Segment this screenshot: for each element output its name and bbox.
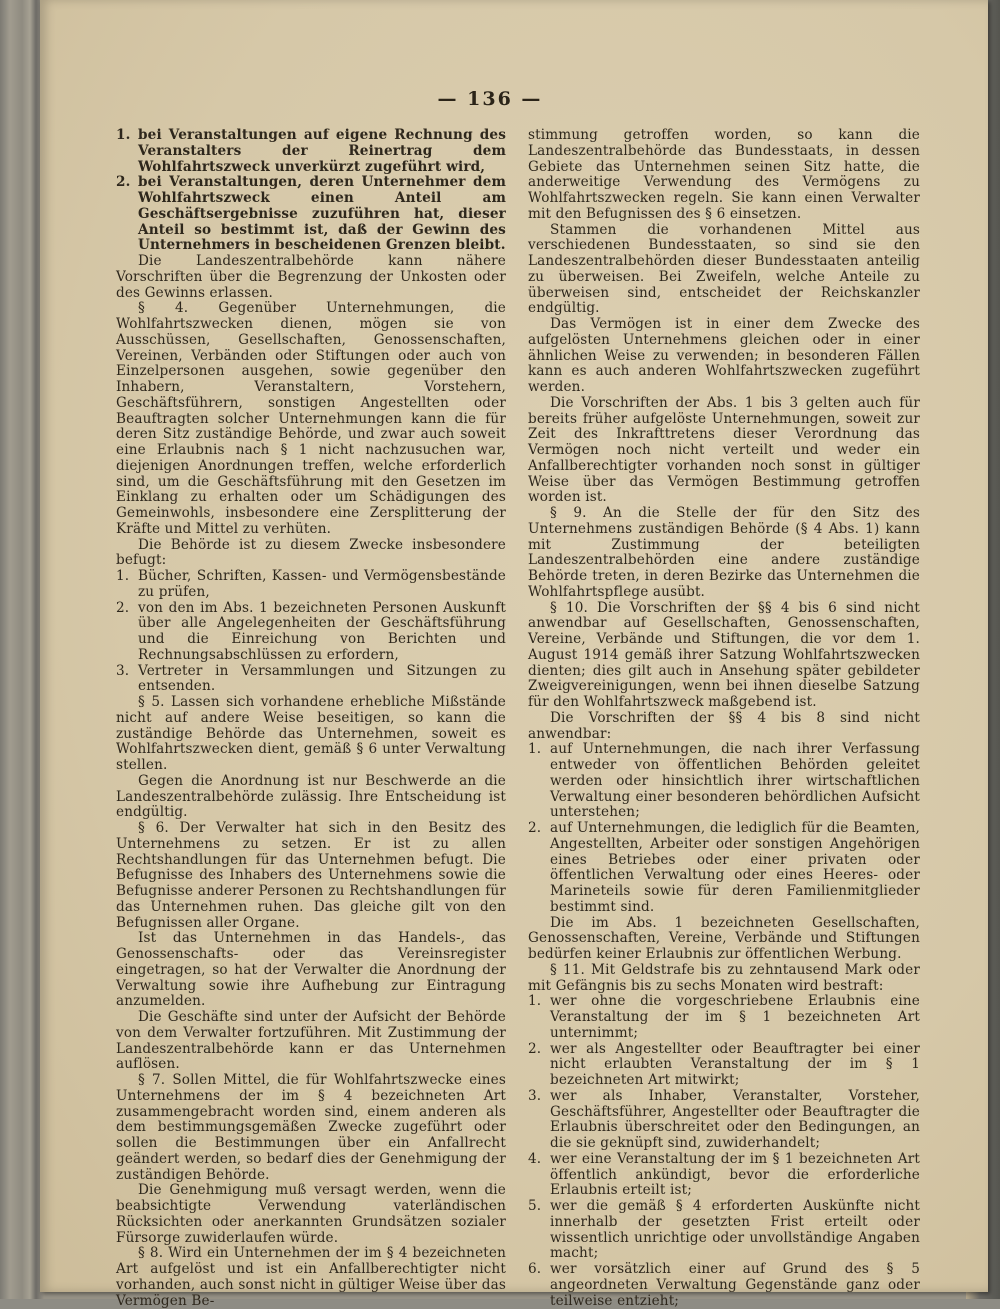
page-number: — 136 — [437, 88, 543, 110]
paragraph: Das Vermögen ist in einer dem Zwecke des aufgelösten Unternehmens gleichen oder in einer ähnlichen Weise zu verwenden; in besonderen Fällen kann es auch anderen Wohlfahrtszwecken zugeführt werden. [528, 316, 920, 395]
list-item-text: Vertreter in Versammlungen und Sitzungen zu entsenden. [138, 662, 506, 695]
list-item-number: 1. [528, 993, 542, 1010]
paragraph: Die im Abs. 1 bezeichneten Gesellschaften, Genossenschaften, Vereine, Verbände und Stiftungen bedürfen keiner Erlaubnis zur öffentlichen Werbung. [528, 914, 920, 962]
paragraph: Gegen die Anordnung ist nur Beschwerde an die Landeszentralbehörde zulässig. Ihre Entscheidung ist endgültig. [116, 772, 506, 821]
left-column [116, 128, 506, 1309]
list-item-number: 5. [528, 1198, 542, 1214]
list-item-number: 1. [116, 568, 130, 584]
list-item [116, 664, 506, 696]
list-item-text: wer eine Veranstaltung der im § 1 bezeichneten Art öffentlich ankündigt, bevor die erforderliche Erlaubnis erteilt ist; [550, 1150, 920, 1199]
list-item-number: 1. [116, 127, 131, 143]
list-item-text: auf Unternehmungen, die lediglich für die Beamten, Angestellten, Arbeiter oder sonstigen Angehörigen eines Betriebes oder einer privaten oder öffentlichen Verwaltung oder eines Heeres- oder Marineteils sowie für deren Familienmitglieder bestimmt sind. [550, 820, 920, 915]
list-item-number: 1. [528, 741, 542, 758]
list-item-text: wer vorsätzlich einer auf Grund des § 5 angeordneten Verwaltung Gegenstände ganz oder teilweise entzieht; [550, 1261, 920, 1309]
paragraph-section-11: § 11. Mit Geldstrafe bis zu zehntausend Mark oder mit Gefängnis bis zu sechs Monaten wird bestraft: [528, 961, 920, 994]
list-item-number: 2. [116, 174, 131, 191]
paragraph: Ist das Unternehmen in das Handels-, das Genossenschafts- oder das Vereinsregister eingetragen, so hat der Verwalter die Anordnung der Verwaltung sowie ihre Aufhebung zur Eintragung anzumelden. [116, 930, 506, 1010]
paragraph: Die Landeszentralbehörde kann nähere Vorschriften über die Begrenzung der Unkosten oder des Gewinns erlassen. [116, 253, 506, 301]
paragraph-section-5: § 5. Lassen sich vorhandene erhebliche Mißstände nicht auf andere Weise beseitigen, so kann die zuständige Behörde das Unternehmen, soweit es Wohlfahrtszwecken dient, gemäß § 6 unter Verwaltung stellen. [116, 694, 506, 773]
list-item [116, 601, 506, 664]
list-item [528, 1089, 920, 1152]
paragraph-section-6: § 6. Der Verwalter hat sich in den Besitz des Unternehmens zu setzen. Er ist zu allen Rechtshandlungen für das Unternehmen befugt. Die Befugnisse des Inhabers des Unternehmens sowie die Befugnisse anderer Personen zu Rechtshandlungen für das Unternehmen ruhen. Das gleiche gilt von den Befugnissen aller Organe. [116, 820, 506, 931]
list-item [528, 821, 920, 916]
list-item-text: wer die gemäß § 4 erforderten Auskünfte nicht innerhalb der gesetzten Frist erteilt oder wissentlich unrichtige oder unvollständige Angaben macht; [550, 1198, 920, 1262]
list-item-number: 3. [116, 662, 130, 679]
list-item [528, 1262, 920, 1309]
list-item-text: wer als Angestellter oder Beauftragter bei einer nicht erlaubten Veranstaltung der im § 1 bezeichneten Art mitwirkt; [550, 1040, 920, 1088]
list-item [528, 1042, 920, 1089]
paragraph-section-10: § 10. Die Vorschriften der §§ 4 bis 6 sind nicht anwendbar auf Gesellschaften, Genossenschaften, Vereine, Verbände und Stiftungen, die vor dem 1. August 1914 gemäß ihrer Satzung Wohlfahrtszwecken dienten; dies gilt auch in Ansehung später gebildeter Zweigvereinigungen, wenn bei ihnen dieselbe Satzung für den Wohlfahrtszweck maßgebend ist. [528, 599, 920, 710]
list-item [528, 1152, 920, 1199]
list-item-number: 3. [528, 1087, 542, 1104]
paragraph: Die Behörde ist zu diesem Zwecke insbesondere befugt: [116, 536, 506, 569]
paragraph-section-7: § 7. Sollen Mittel, die für Wohlfahrtszwecke eines Unternehmens der im § 4 bezeichneten Art zusammengebracht worden sind, einem anderen als dem bestimmungsgemäßen Zwecke zugeführt oder sollen die Bestimmungen über ein Anfallrecht geändert werden, so bedarf dies der Genehmigung der zuständigen Behörde. [116, 1072, 506, 1183]
list-item [116, 569, 506, 601]
list-item-number: 2. [528, 820, 542, 836]
list-item-number: 2. [528, 1040, 542, 1057]
paragraph: Die Geschäfte sind unter der Aufsicht der Behörde von dem Verwalter fortzuführen. Mit Zustimmung der Landeszentralbehörde kann er das Unternehmen auflösen. [116, 1009, 506, 1073]
list-item [528, 994, 920, 1041]
paragraph-section-8: § 8. Wird ein Unternehmen der im § 4 bezeichneten Art aufgelöst und ist ein Anfallberechtigter nicht vorhanden, auch sonst nicht in gültiger Weise über das Vermögen Be- [116, 1245, 506, 1309]
list-item [116, 128, 506, 175]
paragraph: Die Vorschriften der §§ 4 bis 8 sind nicht anwendbar: [528, 709, 920, 742]
paragraph: Stammen die vorhandenen Mittel aus verschiedenen Bundesstaaten, so sind sie den Landeszentralbehörden dieser Bundesstaaten anteilig zu überweisen. Bei Zweifeln, welche Anteile zu überweisen sind, entscheidet der Reichskanzler endgültig. [528, 221, 920, 317]
right-column [528, 128, 920, 1309]
paragraph: Die Genehmigung muß versagt werden, wenn die beabsichtigte Verwendung vaterländischen Rücksichten oder anerkannten Grundsätzen sozialer Fürsorge zuwiderlaufen würde. [116, 1182, 506, 1246]
list-item-text: bei Veranstaltungen auf eigene Rechnung des Veranstalters der Reinertrag dem Wohlfahrtszweck unverkürzt zugeführt wird, [138, 127, 506, 175]
list-item-number: 4. [528, 1150, 542, 1167]
list-item-text: wer ohne die vorgeschriebene Erlaubnis eine Veranstaltung der im § 1 bezeichneten Art unternimmt; [550, 993, 920, 1041]
list-item-number: 6. [528, 1261, 542, 1277]
list-item-text: von den im Abs. 1 bezeichneten Personen Auskunft über alle Angelegenheiten der Geschäftsführung und die Einreichung von Berichten und Rechnungsabschlüssen zu erfordern, [138, 599, 506, 663]
list-item [528, 1199, 920, 1262]
paragraph-section-9: § 9. An die Stelle der für den Sitz des Unternehmens zuständigen Behörde (§ 4 Abs. 1) kann mit Zustimmung der beteiligten Landeszentralbehörden eine andere zuständige Behörde treten, in deren Bezirke das Unternehmen die Wohlfahrtspflege ausübt. [528, 505, 920, 600]
list-item-text: bei Veranstaltungen, deren Unternehmer dem Wohlfahrtszweck einen Anteil am Geschäftsergebnisse zuzuführen hat, dieser Anteil so bestimmt ist, daß der Gewinn des Unternehmers in bescheidenen Grenzen bleibt. [138, 174, 506, 254]
list-item-text: auf Unternehmungen, die nach ihrer Verfassung entweder von öffentlichen Behörden geleitet werden oder hinsichtlich ihrer wirtschaftlichen Verwaltung einer besonderen behördlichen Aufsicht unterstehen; [550, 741, 920, 821]
paragraph-continuation: stimmung getroffen worden, so kann die Landeszentralbehörde das Bundesstaats, in dessen Gebiete das Unternehmen seinen Sitz hatte, die anderweitige Verwendung des Vermögens zu Wohlfahrtszwecken regeln. Sie kann einen Verwalter mit den Befugnissen des § 6 einsetzen. [528, 127, 920, 222]
paragraph: Die Vorschriften der Abs. 1 bis 3 gelten auch für bereits früher aufgelöste Unternehmungen, soweit zur Zeit des Inkrafttretens dieser Verordnung das Vermögen noch nicht verteilt und weder ein Anfallberechtigter vorhanden noch sonst in gültiger Weise über das Vermögen Bestimmung getroffen worden ist. [528, 394, 920, 506]
list-item-text: wer als Inhaber, Veranstalter, Vorsteher, Geschäftsführer, Angestellter oder Beauftragter die Erlaubnis überschreitet oder den Bedingungen, an die sie geknüpft sind, zuwiderhandelt; [550, 1087, 920, 1151]
paragraph-section-4: § 4. Gegenüber Unternehmungen, die Wohlfahrtszwecken dienen, mögen sie von Ausschüssen, Gesellschaften, Genossenschaften, Vereinen, Verbänden oder Stiftungen oder auch von Einzelpersonen ausgehen, sowie gegenüber den Inhabern, Veranstaltern, Vorstehern, Geschäftsführern, sonstigen Angestellten oder Beauftragten solcher Unternehmungen kann die für deren Sitz zuständige Behörde, und zwar auch soweit eine Erlaubnis nach § 1 nicht nachzusuchen war, diejenigen Anordnungen treffen, welche erforderlich sind, um die Geschäftsführung mit den Gesetzen im Einklang zu erhalten oder um Schädigungen des Gemeinwohls, insbesondere eine Zersplitterung der Kräfte und Mittel zu verhüten. [116, 300, 506, 537]
list-item [528, 742, 920, 821]
list-item-number: 2. [116, 599, 130, 616]
list-item [116, 175, 506, 254]
list-item-text: Bücher, Schriften, Kassen- und Vermögensbestände zu prüfen, [138, 568, 506, 600]
